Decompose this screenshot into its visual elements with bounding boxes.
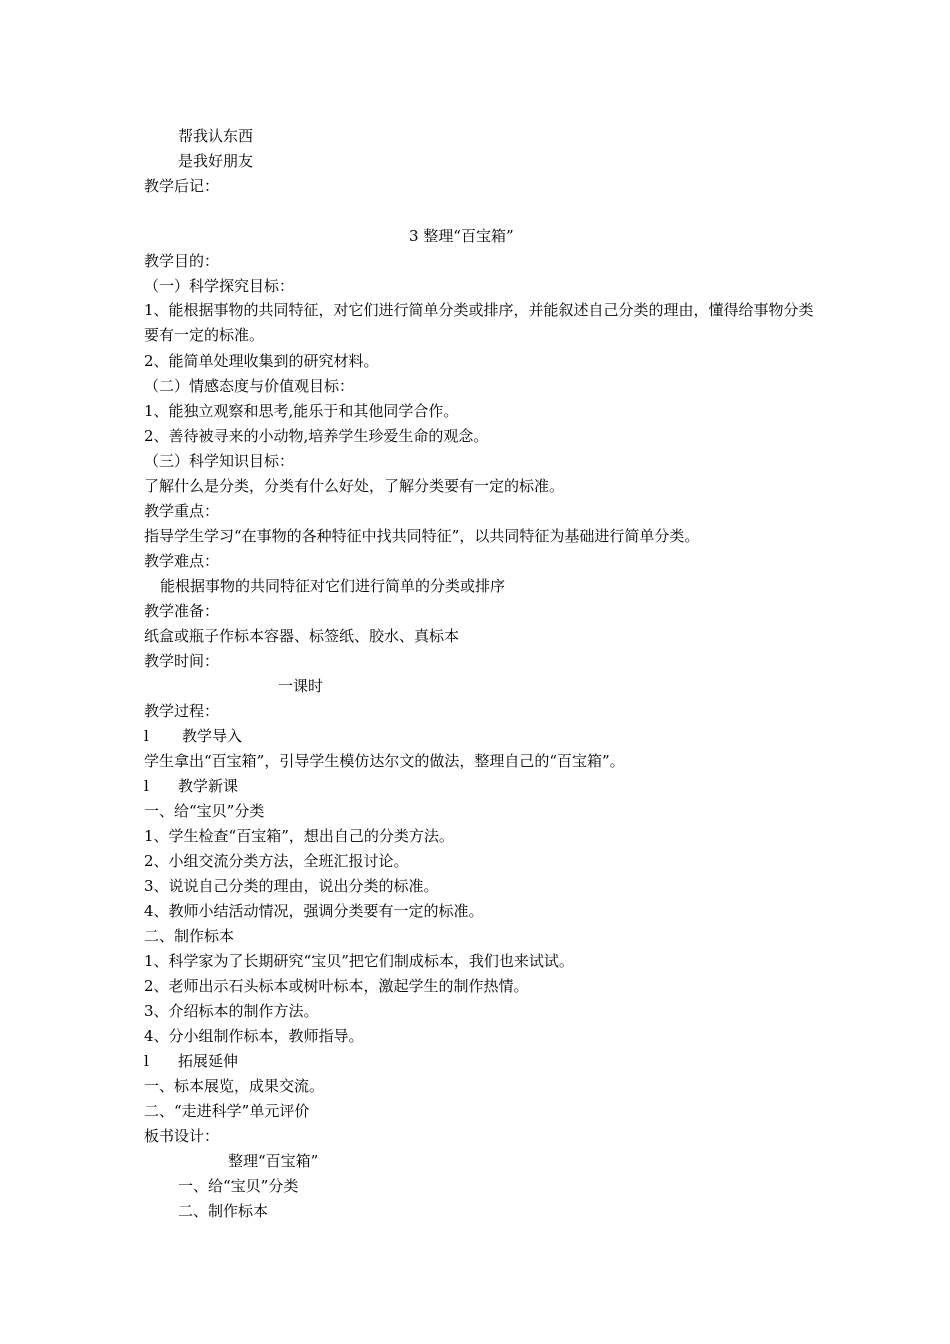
teaching-notes-label: 教学后记： bbox=[144, 177, 220, 195]
board-item: 二、制作标本 bbox=[178, 1202, 269, 1220]
objective-item: 2、能简单处理收集到的研究材料。 bbox=[144, 352, 379, 370]
difficulties-text: 能根据事物的共同特征对它们进行简单的分类或排序 bbox=[160, 577, 506, 595]
process-text: 学生拿出“百宝箱”，引导学生模仿达尔文的做法，整理自己的“百宝箱”。 bbox=[144, 752, 625, 770]
key-points-heading: 教学重点： bbox=[144, 502, 220, 520]
bullet-marker: l bbox=[144, 727, 149, 745]
list-item: 1、学生检查“百宝箱”，想出自己的分类方法。 bbox=[144, 827, 454, 845]
section-heading: 一、给“宝贝”分类 bbox=[144, 802, 265, 820]
preparation-heading: 教学准备： bbox=[144, 602, 220, 620]
process-step-label: 教学导入 bbox=[182, 727, 243, 745]
board-title: 整理“百宝箱” bbox=[228, 1152, 319, 1170]
poem-line-2: 是我好朋友 bbox=[178, 152, 254, 170]
list-item: 二、“走进科学”单元评价 bbox=[144, 1102, 310, 1120]
objective-heading-3: （三）科学知识目标： bbox=[144, 452, 295, 470]
list-item: 4、分小组制作标本，教师指导。 bbox=[144, 1027, 364, 1045]
process-step bbox=[144, 726, 242, 746]
objective-heading-2: （二）情感态度与价值观目标： bbox=[144, 377, 355, 395]
difficulties-heading: 教学难点： bbox=[144, 552, 220, 570]
list-item: 1、科学家为了长期研究“宝贝”把它们制成标本，我们也来试试。 bbox=[144, 952, 574, 970]
teaching-purpose-heading: 教学目的： bbox=[144, 252, 220, 270]
objective-item: 1、能根据事物的共同特征，对它们进行简单分类或排序，并能叙述自己分类的理由，懂得给事物分类要有一定的标准。 bbox=[144, 301, 814, 344]
list-item: 2、小组交流分类方法，全班汇报讨论。 bbox=[144, 852, 409, 870]
process-step bbox=[144, 1051, 238, 1071]
board-design-heading: 板书设计： bbox=[144, 1127, 220, 1145]
process-step bbox=[144, 776, 238, 796]
bullet-marker: l bbox=[144, 777, 149, 795]
process-heading: 教学过程： bbox=[144, 702, 220, 720]
list-item: 3、说说自己分类的理由，说出分类的标准。 bbox=[144, 877, 439, 895]
process-step-label: 拓展延伸 bbox=[178, 1052, 239, 1070]
poem-line-1: 帮我认东西 bbox=[178, 127, 254, 145]
list-item: 3、介绍标本的制作方法。 bbox=[144, 1002, 319, 1020]
time-text: 一课时 bbox=[278, 677, 324, 695]
process-step-label: 教学新课 bbox=[178, 777, 239, 795]
section-heading: 二、制作标本 bbox=[144, 927, 235, 945]
objective-heading-1: （一）科学探究目标： bbox=[144, 277, 295, 295]
lesson-title: 3 整理“百宝箱” bbox=[409, 227, 514, 245]
preparation-text: 纸盒或瓶子作标本容器、标签纸、胶水、真标本 bbox=[144, 627, 460, 645]
objective-item: 2、善待被寻来的小动物,培养学生珍爱生命的观念。 bbox=[144, 427, 489, 445]
objective-item: 了解什么是分类，分类有什么好处，了解分类要有一定的标准。 bbox=[144, 477, 565, 495]
list-item: 2、老师出示石头标本或树叶标本，激起学生的制作热情。 bbox=[144, 977, 529, 995]
list-item: 4、教师小结活动情况，强调分类要有一定的标准。 bbox=[144, 902, 484, 920]
board-item: 一、给“宝贝”分类 bbox=[178, 1177, 299, 1195]
list-item: 一、标本展览，成果交流。 bbox=[144, 1077, 325, 1095]
key-points-text: 指导学生学习“在事物的各种特征中找共同特征”，以共同特征为基础进行简单分类。 bbox=[144, 527, 700, 545]
bullet-marker: l bbox=[144, 1052, 149, 1070]
time-heading: 教学时间： bbox=[144, 652, 220, 670]
objective-item: 1、能独立观察和思考,能乐于和其他同学合作。 bbox=[144, 402, 459, 420]
